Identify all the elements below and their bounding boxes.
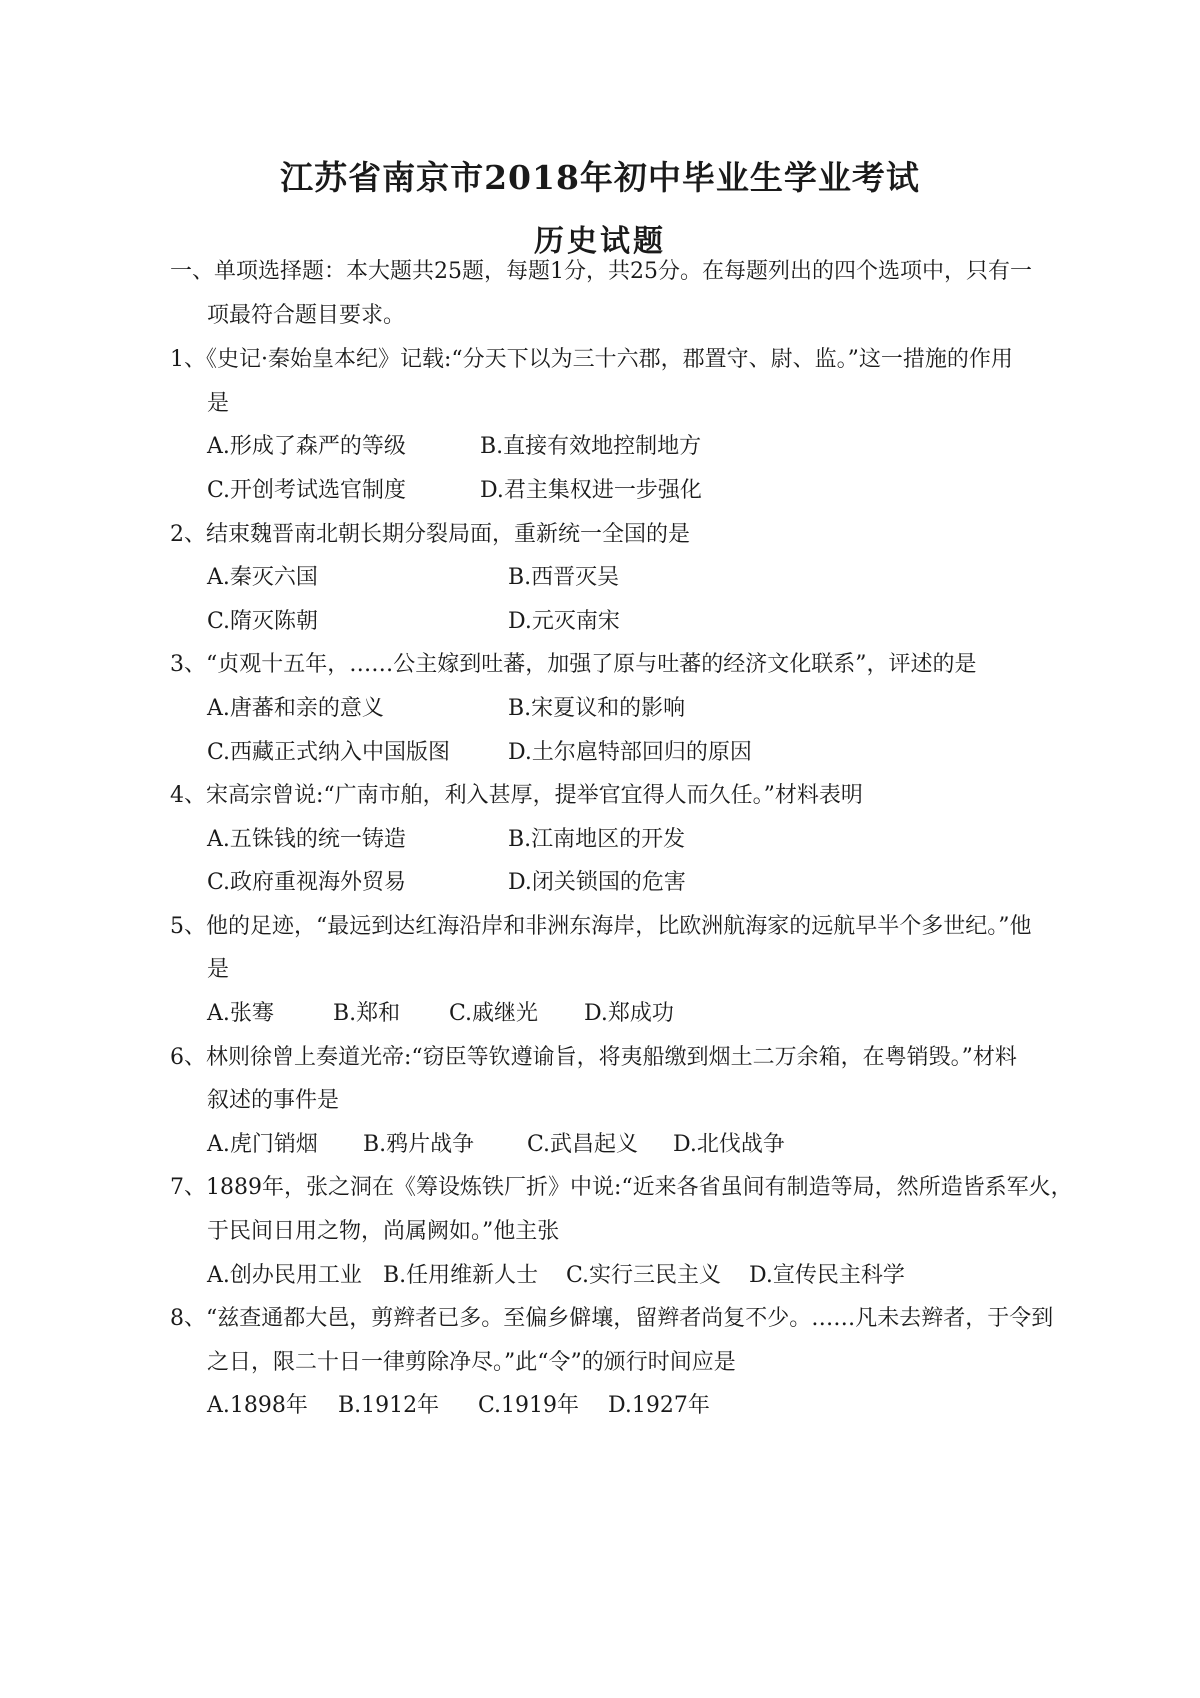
- section-instructions-line2: 项最符合题目要求。: [207, 303, 406, 328]
- exam-title: 江苏省南京市2018年初中毕业生学业考试: [280, 158, 920, 197]
- question-7-option-d: D.宣传民主科学: [749, 1263, 905, 1288]
- question-7-option-c: C.实行三民主义: [566, 1263, 722, 1288]
- question-3-option-c: C.西藏正式纳入中国版图: [207, 740, 451, 765]
- question-8-option-c: C.1919年: [478, 1393, 580, 1418]
- question-5-stem: 5、他的足迹，“最远到达红海沿岸和非洲东海岸，比欧洲航海家的远航早半个多世纪。”他: [170, 914, 1032, 939]
- question-3-option-b: B.宋夏议和的影响: [508, 696, 686, 721]
- question-5-stem-cont: 是: [207, 957, 230, 982]
- question-4-option-a: A.五铢钱的统一铸造: [207, 827, 406, 852]
- question-2-option-c: C.隋灭陈朝: [207, 609, 319, 634]
- question-4-option-d: D.闭关锁国的危害: [508, 870, 686, 895]
- question-7-option-b: B.任用维新人士: [383, 1263, 539, 1288]
- question-1-stem: 1、《史记·秦始皇本纪》记载:“分天下以为三十六郡，郡置守、尉、监。”这一措施的作用: [170, 347, 1013, 372]
- question-1-option-a: A.形成了森严的等级: [207, 434, 406, 459]
- question-6-option-b: B.鸦片战争: [363, 1132, 475, 1157]
- question-3-option-a: A.唐蕃和亲的意义: [207, 696, 384, 721]
- question-7-stem: 7、1889年，张之洞在《筹设炼铁厂折》中说:“近来各省虽间有制造等局，然所造皆系军火，: [170, 1175, 1073, 1200]
- question-1-stem-cont: 是: [207, 391, 230, 416]
- question-5-option-c: C.戚继光: [449, 1001, 539, 1026]
- question-3-stem: 3、“贞观十五年，……公主嫁到吐蕃，加强了原与吐蕃的经济文化联系”，评述的是: [170, 652, 977, 677]
- question-6-option-c: C.武昌起义: [527, 1132, 639, 1157]
- question-6-option-d: D.北伐战争: [673, 1132, 785, 1157]
- question-8-option-b: B.1912年: [338, 1393, 440, 1418]
- question-4-option-c: C.政府重视海外贸易: [207, 870, 407, 895]
- question-2-option-d: D.元灭南宋: [508, 609, 620, 634]
- question-5-option-a: A.张骞: [207, 1001, 274, 1026]
- question-8-stem-cont: 之日，限二十日一律剪除净尽。”此“令”的颁行时间应是: [207, 1350, 736, 1375]
- question-2-stem: 2、结束魏晋南北朝长期分裂局面，重新统一全国的是: [170, 522, 690, 547]
- question-4-option-b: B.江南地区的开发: [508, 827, 686, 852]
- question-6-option-a: A.虎门销烟: [207, 1132, 318, 1157]
- question-2-option-a: A.秦灭六国: [207, 565, 318, 590]
- question-1-option-b: B.直接有效地控制地方: [480, 434, 702, 459]
- question-2-option-b: B.西晋灭吴: [508, 565, 620, 590]
- question-5-option-b: B.郑和: [333, 1001, 401, 1026]
- exam-subtitle: 历史试题: [534, 224, 666, 259]
- question-1-option-c: C.开创考试选官制度: [207, 478, 407, 503]
- question-5-option-d: D.郑成功: [584, 1001, 674, 1026]
- question-7-option-a: A.创办民用工业: [207, 1263, 362, 1288]
- question-6-stem-cont: 叙述的事件是: [207, 1088, 340, 1113]
- question-7-stem-cont: 于民间日用之物，尚属阙如。”他主张: [207, 1219, 560, 1244]
- section-instructions-line1: 一、单项选择题：本大题共25题，每题1分，共25分。在每题列出的四个选项中，只有一: [170, 259, 1032, 284]
- question-1-option-d: D.君主集权进一步强化: [480, 478, 702, 503]
- question-8-option-a: A.1898年: [207, 1393, 308, 1418]
- question-4-stem: 4、宋高宗曾说:“广南市舶，利入甚厚，提举官宜得人而久任。”材料表明: [170, 783, 863, 808]
- question-6-stem: 6、林则徐曾上奏道光帝:“窃臣等钦遵谕旨，将夷船缴到烟土二万余箱，在粤销毁。”材料: [170, 1045, 1017, 1070]
- question-8-stem: 8、“兹查通都大邑，剪辫者已多。至偏乡僻壤，留辫者尚复不少。……凡未去辫者，于令到: [170, 1306, 1054, 1331]
- question-8-option-d: D.1927年: [608, 1393, 710, 1418]
- question-3-option-d: D.土尔扈特部回归的原因: [508, 740, 752, 765]
